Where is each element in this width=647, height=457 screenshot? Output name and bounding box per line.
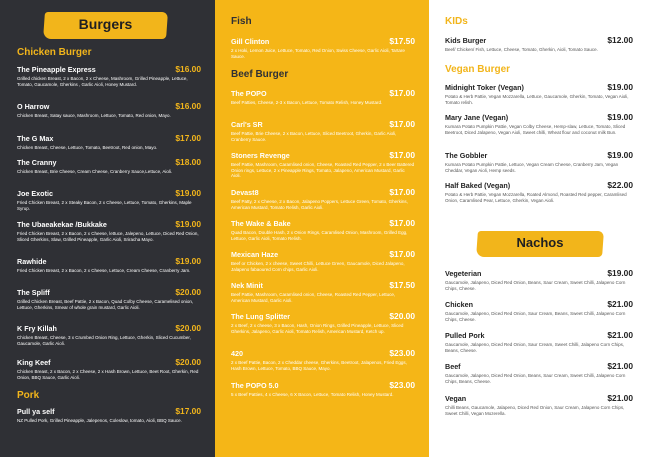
menu-item	[17, 323, 201, 346]
item-price: $21.00	[607, 330, 633, 340]
item-name: Mary Jane (Vegan)	[445, 113, 509, 122]
item-name: Pull ya self	[17, 407, 55, 416]
item-name: Chicken	[445, 300, 473, 309]
item-price: $16.00	[175, 101, 201, 111]
item-desc: Kumara Potato Pumpkin Pattie, Lettuce, Vegan Cream Cheese, Cranberry Jam, Vegan Cheddar, Vegan Aioli, Hemp seeds.	[445, 162, 619, 173]
item-desc: Grilled chicken Breast, 2 x Bacon, 2 x Cheese, Mashroom, Grilled Pineapple, Lettuce, Tomato, Gaucamole, Gherkins , Garlic Aioli, Honey Mustard.	[17, 76, 188, 87]
item-price: $17.00	[389, 218, 415, 228]
item-name: Kids Burger	[445, 36, 487, 45]
item-price: $17.00	[389, 249, 415, 259]
item-desc: Fried Chicken Breast, 2 x Bacon, 2 x Cheese, Lettuce, Cream Cheese, Cranberry Jam.	[17, 268, 191, 273]
item-price: $17.50	[389, 280, 415, 290]
menu-item	[445, 180, 633, 203]
item-price: $19.00	[607, 112, 633, 122]
item-price: $19.00	[175, 188, 201, 198]
item-desc: Gaucamole, Jalapeno, Diced Red Onion, Saur Cream, Sweet Chilli, Jalapeno Corn Chips, Beans, Cheese.	[445, 342, 625, 353]
menu-item	[445, 112, 633, 135]
item-price: $17.00	[389, 119, 415, 129]
item-price: $18.00	[175, 157, 201, 167]
item-price: $19.00	[175, 219, 201, 229]
item-desc: Chicken Breast, Brie Cheese, Cream Cheese, Cranberry Sauce,Lettuce, Aioli.	[17, 169, 173, 174]
item-price: $20.00	[389, 311, 415, 321]
kids-vegan-nachos-column	[429, 0, 647, 457]
menu-item	[231, 380, 415, 398]
menu-item	[17, 64, 201, 87]
nachos-heading: Nachos	[516, 235, 564, 250]
item-name: The Pineapple Express	[17, 65, 96, 74]
item-price: $12.00	[607, 35, 633, 45]
menu-item	[231, 280, 415, 303]
item-price: $22.00	[607, 180, 633, 190]
menu-item	[231, 150, 415, 179]
menu-item	[231, 249, 415, 272]
item-desc: 5 x Beef Patties, 4 x Cheese, 6 X Bacon, Lettuce, Tomato Relish, Honey Mustard.	[231, 392, 394, 397]
menu-item	[17, 133, 201, 151]
menu-item	[17, 287, 201, 310]
section-title-pork: Pork	[17, 390, 40, 401]
item-price: $17.00	[389, 88, 415, 98]
item-price: $20.00	[175, 287, 201, 297]
item-price: $19.00	[607, 82, 633, 92]
menu-item	[231, 187, 415, 210]
item-price: $17.50	[389, 36, 415, 46]
item-desc: Beef Pattie, Mashroom, Caramlised onion, Cheese, Roasted Red Pepper, 2 x Beer Battered Onion rings, Lettuce, 2 x Pineapple Rings, Tomato, Jalapeno, American Mustard, Garlic Aioli.	[231, 162, 415, 178]
item-name: Vegeterian	[445, 269, 482, 278]
item-desc: Chicken Breast, Cheese, Lettuce, Tomato, Beetroot, Red onion, Mayo.	[17, 145, 158, 150]
menu-item	[231, 119, 415, 142]
item-name: Carl's SR	[231, 120, 263, 129]
item-name: The Spliff	[17, 288, 50, 297]
item-price: $17.00	[175, 133, 201, 143]
menu-item	[445, 35, 633, 53]
item-desc: 2 x Beef, 2 x cheese, 3 x Bacon, Hash, Onion Rings, Grilled Pineapple, Lettuce, Sliced Gherkins, Jalapeno, Garlic Aioli, Tomato Relish, American Mustard, Ketch up.	[231, 323, 404, 334]
item-desc: Grilled Chicken Breast, Beef Pattie, 2 x Bacon, Quad Colby Cheese, Caramelised onion, Lettuce, Gherkins, Smear of whole grain mustard, Garlic Aioli.	[17, 299, 194, 310]
item-desc: Beef or Chicken, 2 x cheese, Sweet Chilli, Lettuce Green, Gaucamole, Diced Jalapeno, Jalapeno fabaoured Corn chips, Garlic Aioli.	[231, 261, 405, 272]
menu-item	[445, 361, 633, 384]
item-desc: Gaucamole, Jalapeno, Diced Red Onion, Beans, Saur Cream, Sweet Chilli, Jalapeno Corn Chips, Beans, Cheese.	[445, 373, 626, 384]
menu-item	[445, 299, 633, 322]
item-price: $21.00	[607, 299, 633, 309]
item-name: The Ubaeakekae /Bukkake	[17, 220, 107, 229]
item-name: The Cranny	[17, 158, 57, 167]
menu-item	[231, 348, 415, 371]
item-name: King Keef	[17, 358, 51, 367]
menu-item	[17, 406, 201, 424]
menu-item	[17, 101, 201, 119]
item-name: Vegan	[445, 394, 467, 403]
item-desc: NZ Pulled Pork, Grilled Pineapple, Jalepenos, Coleslow, tomato, Aioli, BBQ Sauce.	[17, 418, 182, 423]
item-name: The Lung Splitter	[231, 312, 291, 321]
menu-item	[17, 219, 201, 242]
menu-item	[231, 218, 415, 241]
menu-item	[231, 311, 415, 334]
item-desc: Beef Pattie, Mashroom, Caramlised onion, Cheese, Roasted Red Pepper, Lettuce, American Mustard, Garlic Aioli.	[231, 292, 396, 303]
menu-item	[17, 357, 201, 380]
item-name: Joe Exotic	[17, 189, 53, 198]
item-price: $19.00	[607, 268, 633, 278]
menu-item	[17, 256, 201, 274]
item-price: $16.00	[175, 64, 201, 74]
item-price: $21.00	[607, 393, 633, 403]
item-desc: Quad Bacon, Double Hash, 2 x Onion Rings, Caramlised Onion, Mashroom, Grilled Egg, Lettuce, Garlic Aioli, Tomato Relish.	[231, 230, 408, 241]
item-desc: Kumara Potato Pumpkin Pattie, Vegan Colby Cheese, Hemp-slaw, Lettuce, Tomato, Sliced Beetroot, Diced Jalapeno, Vegan Aioli, Sweet chilli, Wheat flour and coconut milk Bun.	[445, 124, 626, 135]
item-price: $23.00	[389, 380, 415, 390]
fish-beef-column	[215, 0, 429, 457]
item-name: O Harrow	[17, 102, 50, 111]
item-name: The G Max	[17, 134, 54, 143]
burgers-column	[0, 0, 215, 457]
item-desc: Chicken Breast, 2 x Bacon, 2 x Cheese, 2 x Hash Brown, Lettuce, Beet Root, Gherkin, Red Onion, BBQ Sauce, Garlic Aioli.	[17, 369, 199, 380]
item-desc: Beef Pattie, Brie Cheese, 2 x Bacon, Lettuce, Sliced Beetroot, Gherkin, Garlic Aioli, Cranberry Sauce.	[231, 131, 397, 142]
item-name: Half Baked (Vegan)	[445, 181, 511, 190]
item-desc: 2 x Beef Pattie, Bacon, 2 x Cheddar cheese, Gherkins, Beetroot, Jalapenos, Fried Eggs, Hash Brown, Lettuce, Tomato, BBQ Sauce, Mayo.	[231, 360, 407, 371]
item-desc: Potato & Herb Pattie, Vegan Mozzarella, Lettuce, Gaucamole, Gherkin, Tomato, Vegan Aioli, Tomato relish.	[445, 94, 629, 105]
item-name: Midnight Toker (Vegan)	[445, 83, 524, 92]
item-price: $17.00	[175, 406, 201, 416]
section-title-kids: KIDs	[445, 16, 468, 27]
item-name: Beef	[445, 362, 461, 371]
item-name: K Fry Killah	[17, 324, 57, 333]
item-price: $20.00	[175, 323, 201, 333]
item-desc: Chilli Beans, Gaucamole, Jalapeno, Diced Red Onion, Saur Cream, Jalapeno Corn Chips, Sweet Chilli, Vegan Mozerella.	[445, 405, 625, 416]
section-title-vegan-burger: Vegan Burger	[445, 64, 511, 75]
item-desc: Beef/ Chicken/ Fish, Lettuce, Cheese, Tomato, Gherkin, Aioli, Tomato Sauce.	[445, 47, 598, 52]
menu-item	[445, 330, 633, 353]
item-desc: Beef Patties, Cheese, 2-3 x Bacon, Lettuce, Tomato Relish, Honey Mustard.	[231, 100, 383, 105]
item-name: Pulled Pork	[445, 331, 485, 340]
item-name: The POPO	[231, 89, 267, 98]
item-desc: 2 x Hoki, Lemon Juice, Lettuce, Tomato, Red Onion, Swiss Cheese, Garlic Aioli, Tartare Sauce.	[231, 48, 405, 59]
item-price: $23.00	[389, 348, 415, 358]
item-name: The Gobbler	[445, 151, 488, 160]
section-title-fish: Fish	[231, 16, 252, 27]
item-name: The POPO 5.0	[231, 381, 279, 390]
burgers-heading: Burgers	[78, 16, 133, 32]
menu-item	[445, 82, 633, 105]
item-name: Gill Clinton	[231, 37, 270, 46]
menu-item	[445, 268, 633, 291]
item-price: $17.00	[389, 150, 415, 160]
item-name: Devast8	[231, 188, 259, 197]
item-desc: Chicken Breast, Satay sauce, Mashroom, Lettuce, Tomato, Red onion, Mayo.	[17, 113, 171, 118]
item-name: Rawhide	[17, 257, 47, 266]
item-price: $19.00	[175, 256, 201, 266]
item-price: $19.00	[607, 150, 633, 160]
menu-item	[17, 188, 201, 211]
item-price: $17.00	[389, 187, 415, 197]
item-desc: Gaucamole, Jalapeno, Diced Red Onion, Saur Cream, Beans, Sweet Chilli, Jalapeno Corn Chips, Cheese.	[445, 311, 626, 322]
item-name: The Wake & Bake	[231, 219, 291, 228]
menu-item	[231, 36, 415, 59]
item-desc: Beef Patty, 2 x Cheese, 2 x Bacon, Jalapeno Poppers, Lettuce Green, Tomato, Gherkins, American Mustard, Tomato Relish, Garlic Aioli.	[231, 199, 408, 210]
item-desc: Fried Chicken Breast, 2 x Bacon, 2 x Cheese, lettuce, Jalepeno, Lettuce, Diced Red Onion, Sliced Gherkins, Slaw, Grilled Pineapple, Garlic Aioli, Sriracha Mayo.	[17, 231, 199, 242]
item-name: Stoners Revenge	[231, 151, 290, 160]
item-name: 420	[231, 349, 243, 358]
menu-item	[445, 393, 633, 416]
item-name: Nek Minit	[231, 281, 263, 290]
item-desc: Potato & Herb Pattie, Vegan Mozzarella, Roated Almond, Roasted Red pepper, Caramlised Onion, Caramlised Pear, Lettuce, Gherkin, Vegan Aioli.	[445, 192, 627, 203]
menu-item	[231, 88, 415, 106]
item-desc: Fried Chicken Breast, 2 x Steaky Bacon, 2 x Cheese, Lettuce, Tomato, Gherkins, Maple Syrup.	[17, 200, 192, 211]
item-desc: Gaucamole, Jalapeno, Diced Red Onion, Beans, Saur Cream, Sweet Chilli, Jalapeno Corn Chips, Cheese.	[445, 280, 626, 291]
menu-item	[445, 150, 633, 173]
item-price: $20.00	[175, 357, 201, 367]
section-title-chicken-burger: Chicken Burger	[17, 47, 92, 58]
item-desc: Chicken Breast, Cheese, 3 x Crumbed Onion Ring, Lettuce, Gherkin, Sliced Cucumber, Gaucamole, Garlic Aioli.	[17, 335, 191, 346]
menu-item	[17, 157, 201, 175]
section-title-beef-burger: Beef Burger	[231, 69, 289, 80]
item-price: $21.00	[607, 361, 633, 371]
item-name: Mexican Haze	[231, 250, 279, 259]
